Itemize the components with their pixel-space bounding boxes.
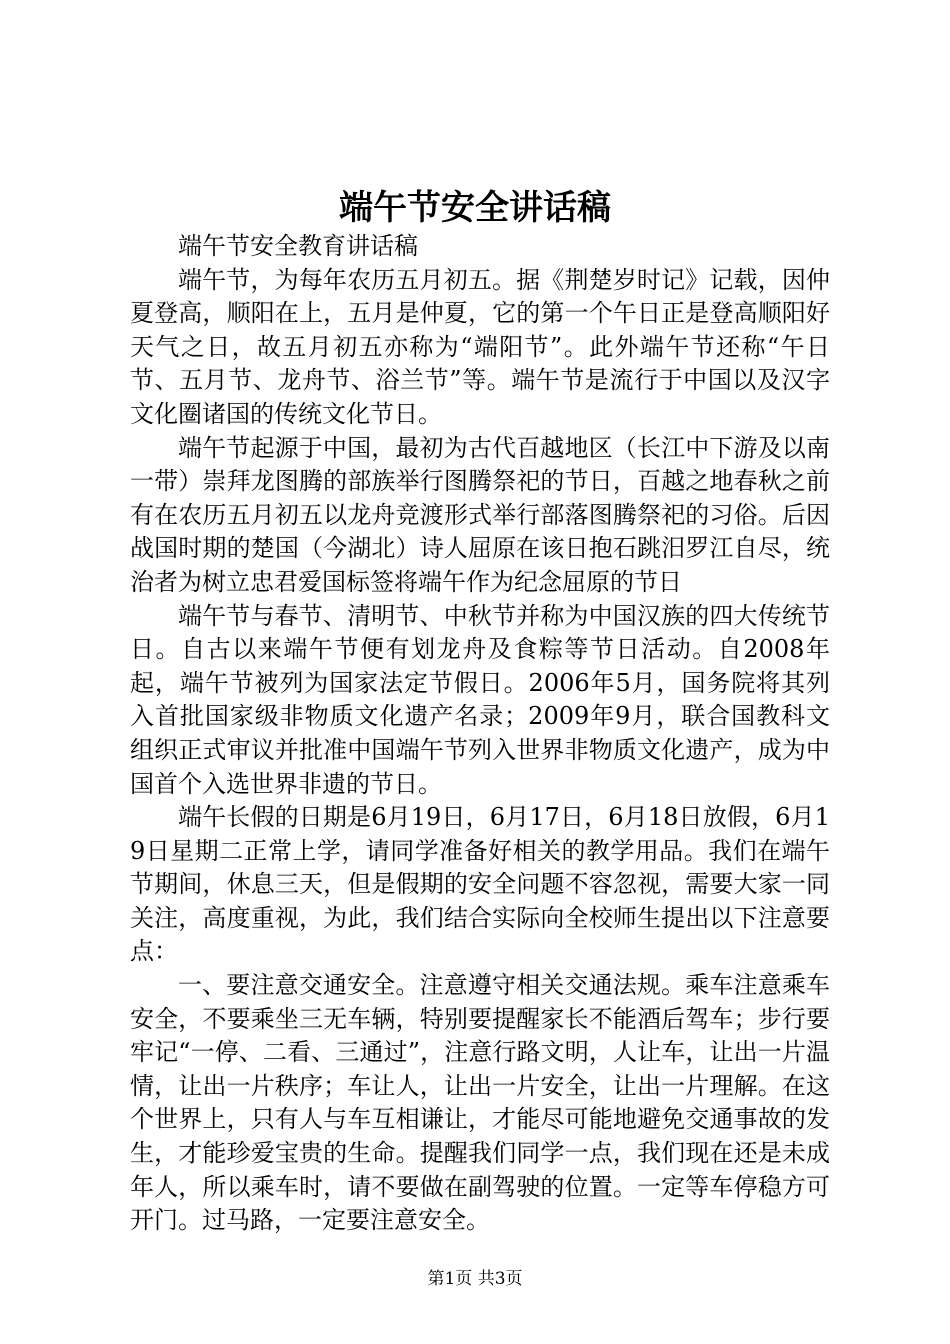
body-paragraph: 端午长假的日期是6月19日，6月17日，6月18日放假，6月19日星期二正常上学，请同学准备好相关的教学用品。我们在端午节期间，休息三天，但是假期的安全问题不容忽视，需要大家一同关注，高度重视，为此，我们结合实际向全校师生提出以下注意要点： xyxy=(130,803,830,966)
body-paragraph: 端午节起源于中国，最初为古代百越地区（长江中下游及以南一带）崇拜龙图腾的部族举行图腾祭祀的节日，百越之地春秋之前有在农历五月初五以龙舟竞渡形式举行部落图腾祭祀的习俗。后因战国时期的楚国（今湖北）诗人屈原在该日抱石跳汨罗江自尽，统治者为树立忠君爱国标签将端午作为纪念屈原的节日 xyxy=(130,433,830,596)
body-paragraph: 一、要注意交通安全。注意遵守相关交通法规。乘车注意乘车安全，不要乘坐三无车辆，特别要提醒家长不能酒后驾车；步行要牢记“一停、二看、三通过”，注意行路文明，人让车，让出一片温情，让出一片秩序；车让人，让出一片安全，让出一片理解。在这个世界上，只有人与车互相谦让，才能尽可能地避免交通事故的发生，才能珍爱宝贵的生命。提醒我们同学一点，我们现在还是未成年人，所以乘车时，请不要做在副驾驶的位置。一定等车停稳方可开门。过马路，一定要注意安全。 xyxy=(130,971,830,1235)
body-paragraph: 端午节与春节、清明节、中秋节并称为中国汉族的四大传统节日。自古以来端午节便有划龙舟及食粽等节日活动。自2008年起，端午节被列为国家法定节假日。2006年5月，国务院将其列入首批国家级非物质文化遗产名录；2009年9月，联合国教科文组织正式审议并批准中国端午节列入世界非物质文化遗产，成为中国首个入选世界非遗的节日。 xyxy=(130,601,830,798)
document-body xyxy=(130,230,830,1238)
body-paragraph: 端午节，为每年农历五月初五。据《荆楚岁时记》记载，因仲夏登高，顺阳在上，五月是仲夏，它的第一个午日正是登高顺阳好天气之日，故五月初五亦称为“端阳节”。此外端午节还称“午日节、五月节、龙舟节、浴兰节”等。端午节是流行于中国以及汉字文化圈诸国的传统文化节日。 xyxy=(130,265,830,428)
page-footer: 第1页 共3页 xyxy=(427,1269,523,1289)
subtitle-paragraph: 端午节安全教育讲话稿 xyxy=(178,232,418,260)
document-title: 端午节安全讲话稿 xyxy=(339,188,611,228)
